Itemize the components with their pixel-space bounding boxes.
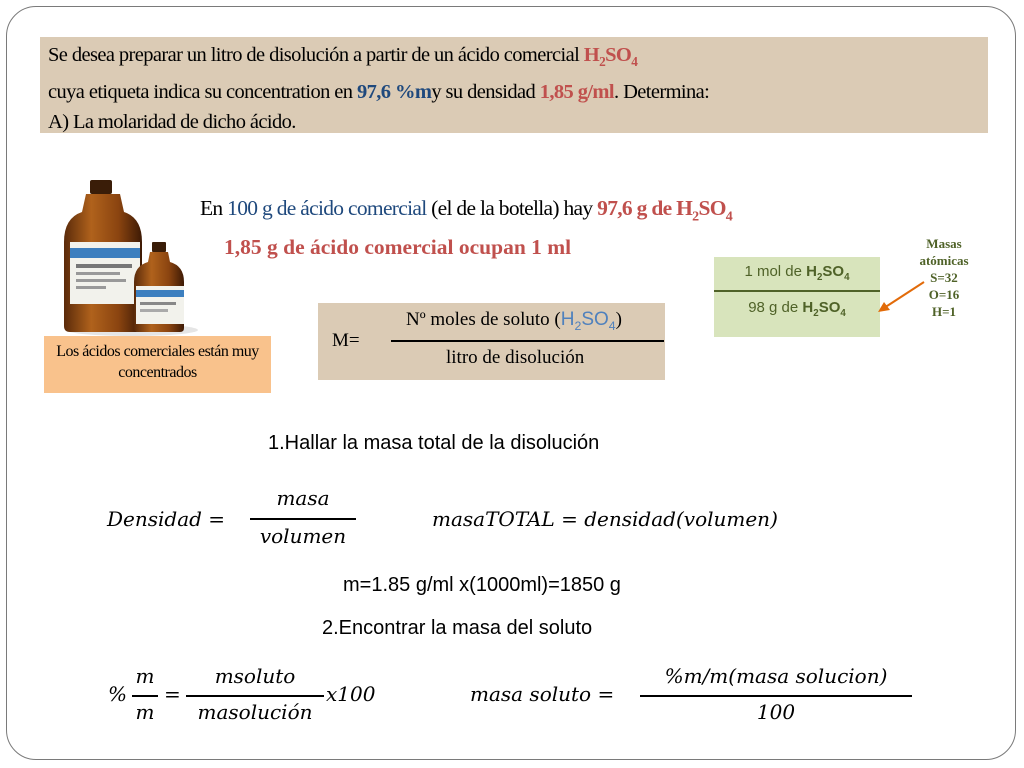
- pct-num-m: m: [135, 664, 155, 688]
- acid-bottles-image: [62, 178, 202, 338]
- solute-mass-numerator-2: %m/m(masa solucion): [664, 664, 888, 688]
- problem-statement: [40, 37, 988, 133]
- times-hundred: x100: [326, 682, 376, 706]
- statement-line-1: Se desea preparar un litro de disolución a partir de un ácido comercial $H_2SO_4$: [48, 44, 638, 70]
- solute-mass-fraction-bar: [640, 695, 912, 697]
- mole-divider: [714, 290, 880, 292]
- density-denominator: volumen: [259, 524, 347, 548]
- solute-fraction-bar: [186, 695, 324, 697]
- step-2-title: 2.Encontrar la masa del soluto: [322, 617, 593, 639]
- molarity-formula: [318, 303, 665, 380]
- formula-h2so4: $H_2SO_4$: [583, 44, 638, 70]
- molarity-lhs: M=: [332, 330, 360, 351]
- solute-mass-numerator: msoluto: [214, 664, 296, 688]
- molarity-numerator: Nº moles de soluto $(H_2SO_4)$: [406, 309, 622, 333]
- pct-den-m: m: [135, 700, 155, 724]
- mass-label: 98 g de $H_2SO_4$: [748, 299, 846, 319]
- pct-fraction-bar: [132, 695, 158, 697]
- solute-mass-equation-lhs: masa soluto =: [470, 682, 615, 706]
- statement-line-3: A) La molaridad de dicho ácido.: [48, 111, 296, 134]
- arrow-icon: [876, 278, 928, 314]
- total-mass-equation: masaTOTAL = densidad(volumen): [432, 507, 778, 531]
- percent-symbol: %: [108, 682, 128, 706]
- step-1-title: 1.Hallar la masa total de la disolución: [268, 432, 600, 454]
- bottle-caption: Los ácidos comerciales están muy concentrados: [44, 336, 271, 393]
- mole-mass-box: [714, 257, 880, 337]
- molarity-denominator: litro de disolución: [446, 347, 585, 368]
- mole-label: 1 mol de $H_2SO_4$: [744, 263, 850, 283]
- density-fraction-bar: [250, 518, 356, 520]
- density-statement: 1,85 g de ácido comercial ocupan 1 ml: [224, 235, 572, 259]
- statement-line-2: cuya etiqueta indica su concentration en 97,6 %my su densidad 1,85 g/ml. Determina:: [48, 81, 710, 104]
- fraction-bar: [391, 340, 664, 342]
- mass-result: m=1.85 g/ml x(1000ml)=1850 g: [343, 574, 621, 596]
- solution-mass-denominator: masolución: [197, 700, 313, 724]
- atomic-masses-note: Masas atómicas S=32 O=16 H=1: [919, 236, 969, 319]
- density-numerator: masa: [276, 486, 330, 510]
- density-equation-lhs: Densidad =: [107, 507, 226, 531]
- solute-mass-denominator: 100: [756, 700, 796, 724]
- density-value: 1,85 g/ml: [539, 81, 615, 104]
- percent-mass: 97,6 %m: [356, 81, 432, 104]
- composition-statement: En 100 g de ácido comercial (el de la botella) hay 97,6 g de $H_2SO_4$: [200, 196, 733, 225]
- pct-equals: =: [164, 682, 181, 706]
